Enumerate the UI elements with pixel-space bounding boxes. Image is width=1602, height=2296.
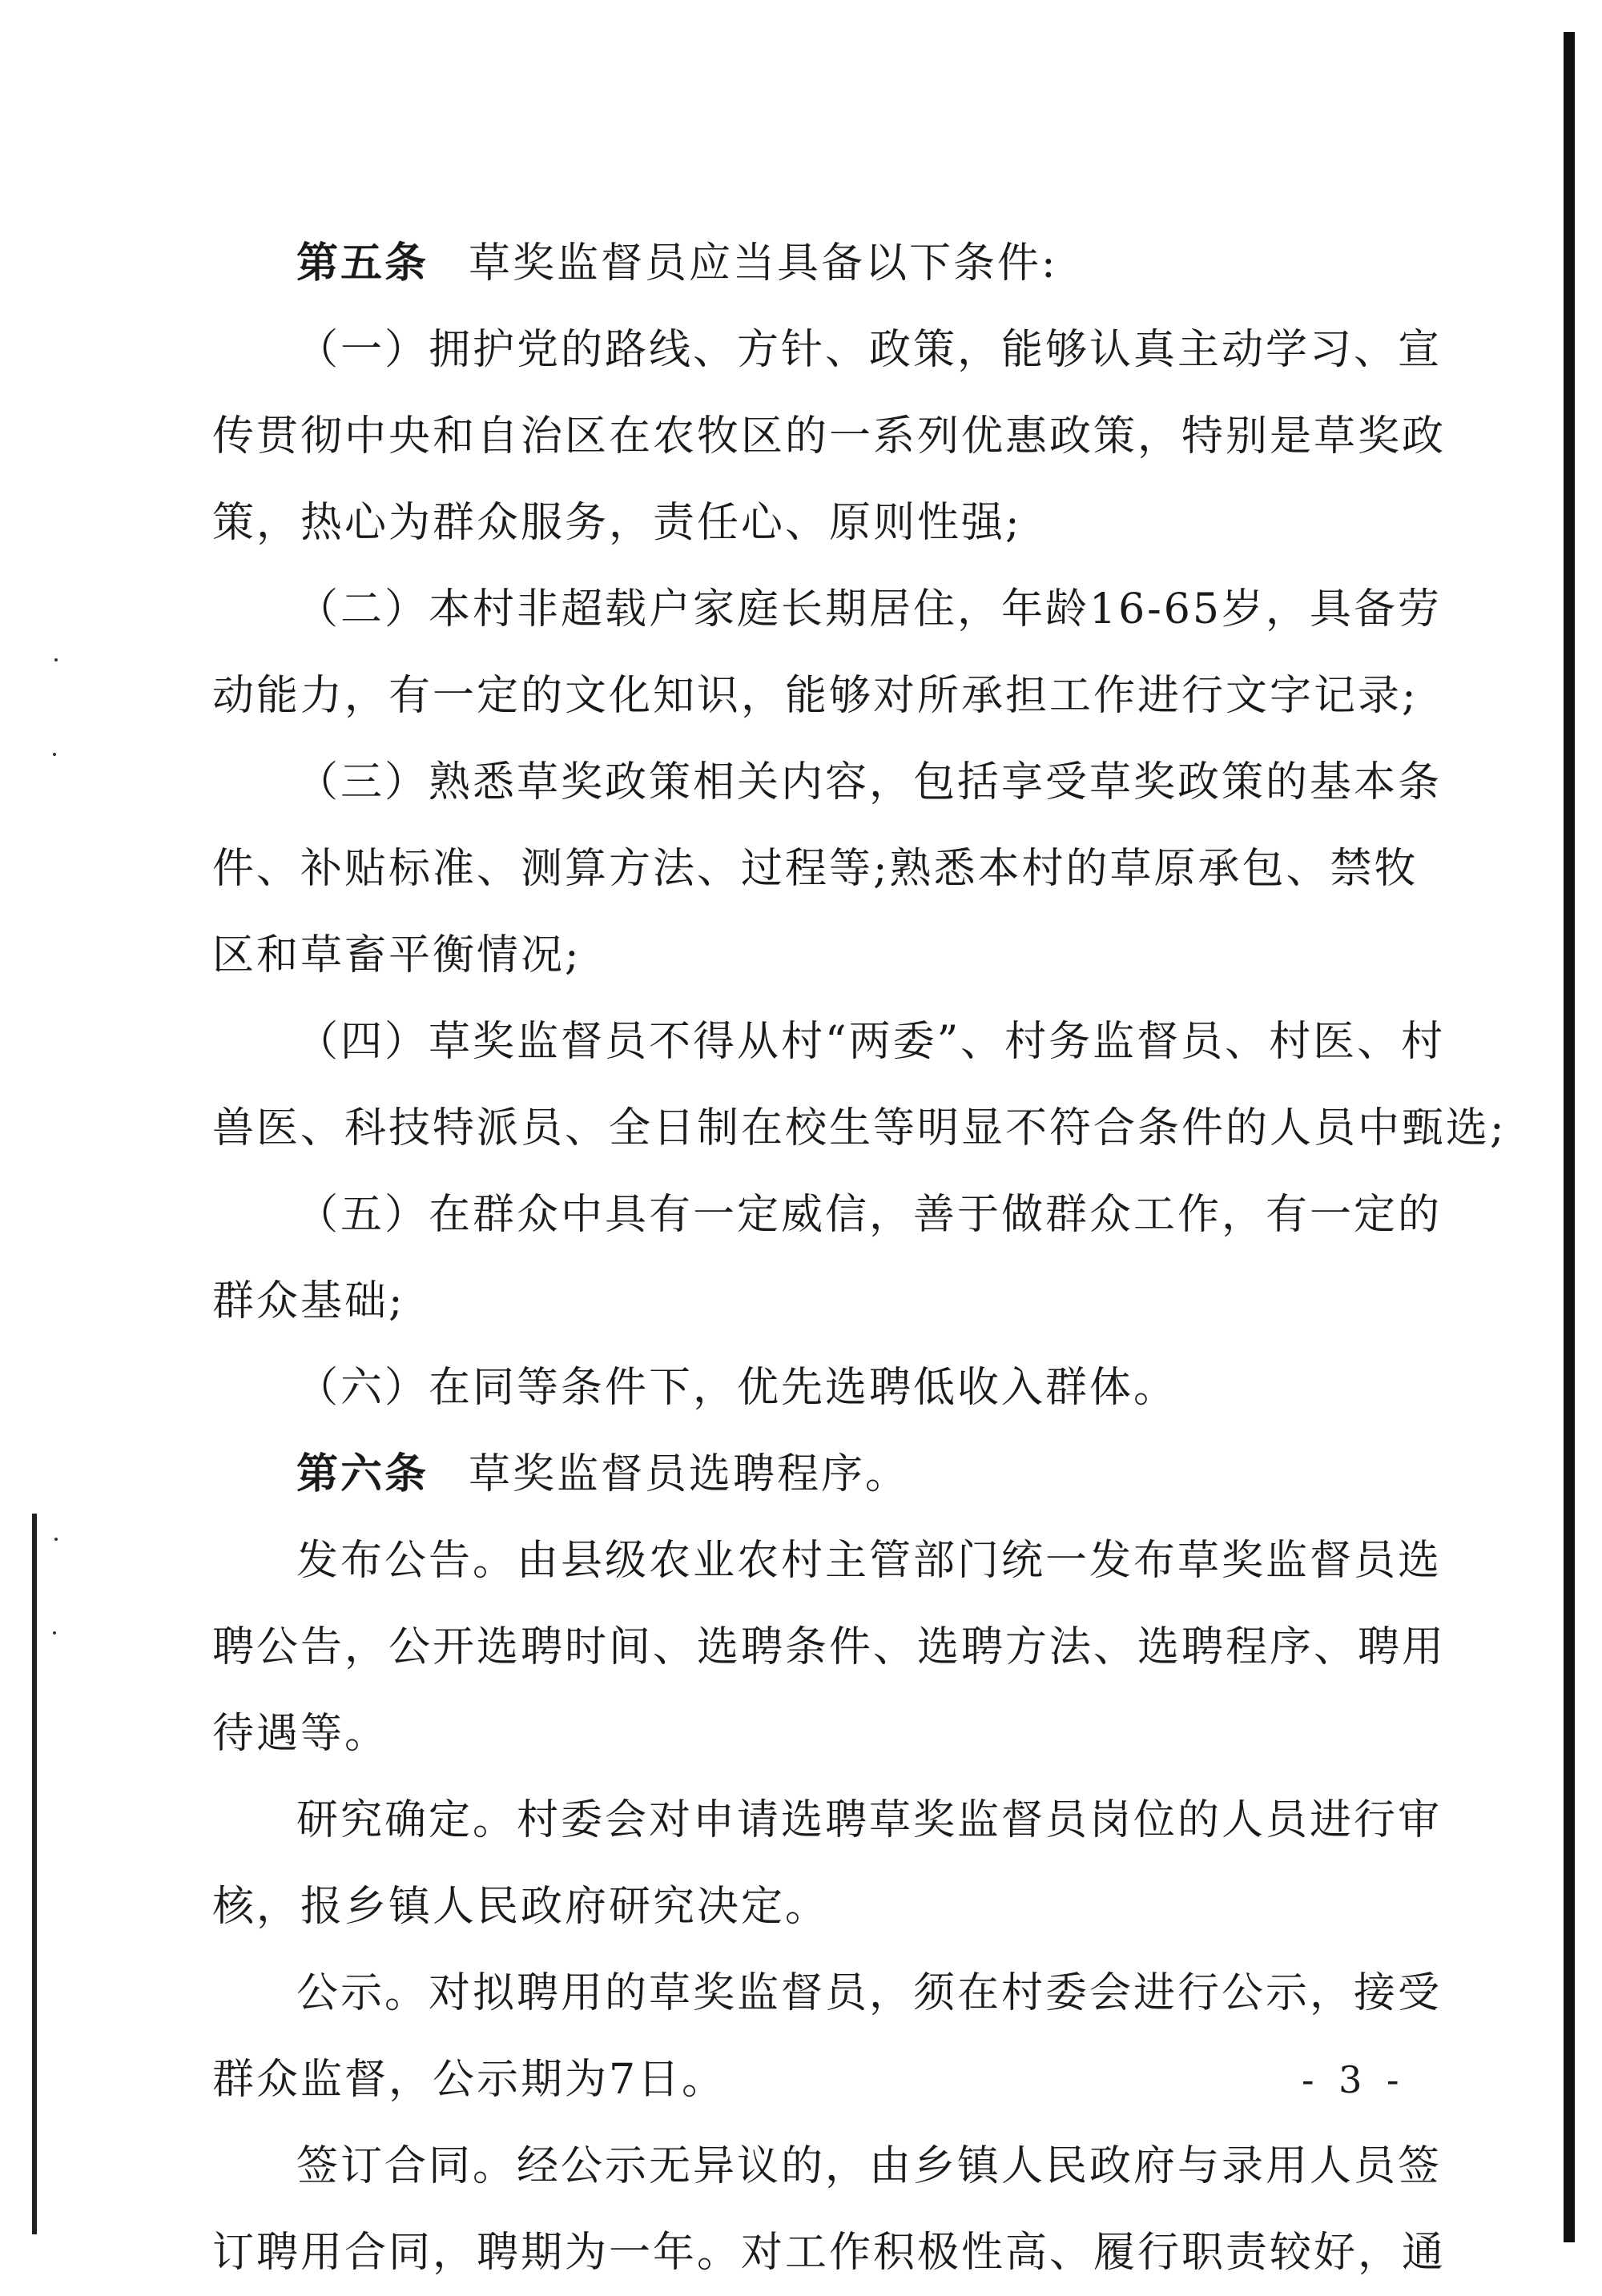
paragraph-line: 区和草畜平衡情况; [212,931,582,979]
paragraph-line: 策，热心为群众服务，责任心、原则性强; [212,499,1022,547]
paragraph-line: （四）草奖监督员不得从村“两委”、村务监督员、村医、村 [296,1018,1446,1066]
paragraph-line: 公示。对拟聘用的草奖监督员，须在村委会进行公示，接受 [296,1969,1443,2017]
article-6-heading-line [212,1431,1382,1518]
paragraph-line: （五）在群众中具有一定威信，善于做群众工作，有一定的 [296,1191,1443,1239]
article-title: 草奖监督员应当具备以下条件: [469,239,1058,288]
paragraph-line: 发布公告。由县级农业农村主管部门统一发布草奖监督员选 [296,1537,1443,1585]
article-heading: 第五条 [296,239,429,288]
paragraph-line: 传贯彻中央和自治区在农牧区的一系列优惠政策，特别是草奖政 [212,412,1447,460]
paragraph-line: 待遇等。 [212,1710,389,1758]
page-number: - 3 - [1302,2058,1406,2101]
paragraph-line: 兽医、科技特派员、全日制在校生等明显不符合条件的人员中甄选; [212,1104,1507,1152]
paragraph-line: （二）本村非超载户家庭长期居住，年龄16-65岁，具备劳 [296,585,1442,633]
paragraph-line: 签订合同。经公示无异议的，由乡镇人民政府与录用人员签 [296,2142,1443,2190]
paragraph-line: 件、补贴标准、测算方法、过程等;熟悉本村的草原承包、禁牧 [212,845,1419,893]
scan-edge-right [1564,32,1575,2242]
article-5-heading-line [212,220,1382,307]
scan-speck [54,658,58,661]
paragraph-line: 群众基础; [212,1277,405,1325]
article-heading: 第六条 [296,1450,429,1498]
scan-speck [54,1538,58,1541]
article-title: 草奖监督员选聘程序。 [469,1450,910,1498]
paragraph-line: 订聘用合同，聘期为一年。对工作积极性高、履行职责较好，通 [212,2229,1447,2277]
paragraph-line: （三）熟悉草奖政策相关内容，包括享受草奖政策的基本条 [296,758,1443,806]
scan-speck [53,1631,56,1635]
paragraph-line: 动能力，有一定的文化知识，能够对所承担工作进行文字记录; [212,672,1419,720]
paragraph-line: （一）拥护党的路线、方针、政策，能够认真主动学习、宣 [296,326,1443,374]
scan-speck [53,753,56,756]
paragraph-line: 核，报乡镇人民政府研究决定。 [212,1883,830,1931]
paragraph-line: 研究确定。村委会对申请选聘草奖监督员岗位的人员进行审 [296,1796,1443,1844]
paragraph-line: 聘公告，公开选聘时间、选聘条件、选聘方法、选聘程序、聘用 [212,1623,1447,1671]
scan-edge-left [32,1514,37,2234]
paragraph-line: （六）在同等条件下，优先选聘低收入群体。 [296,1364,1178,1412]
document-body [212,220,1507,2296]
paragraph-line: 群众监督，公示期为7日。 [212,2056,727,2104]
